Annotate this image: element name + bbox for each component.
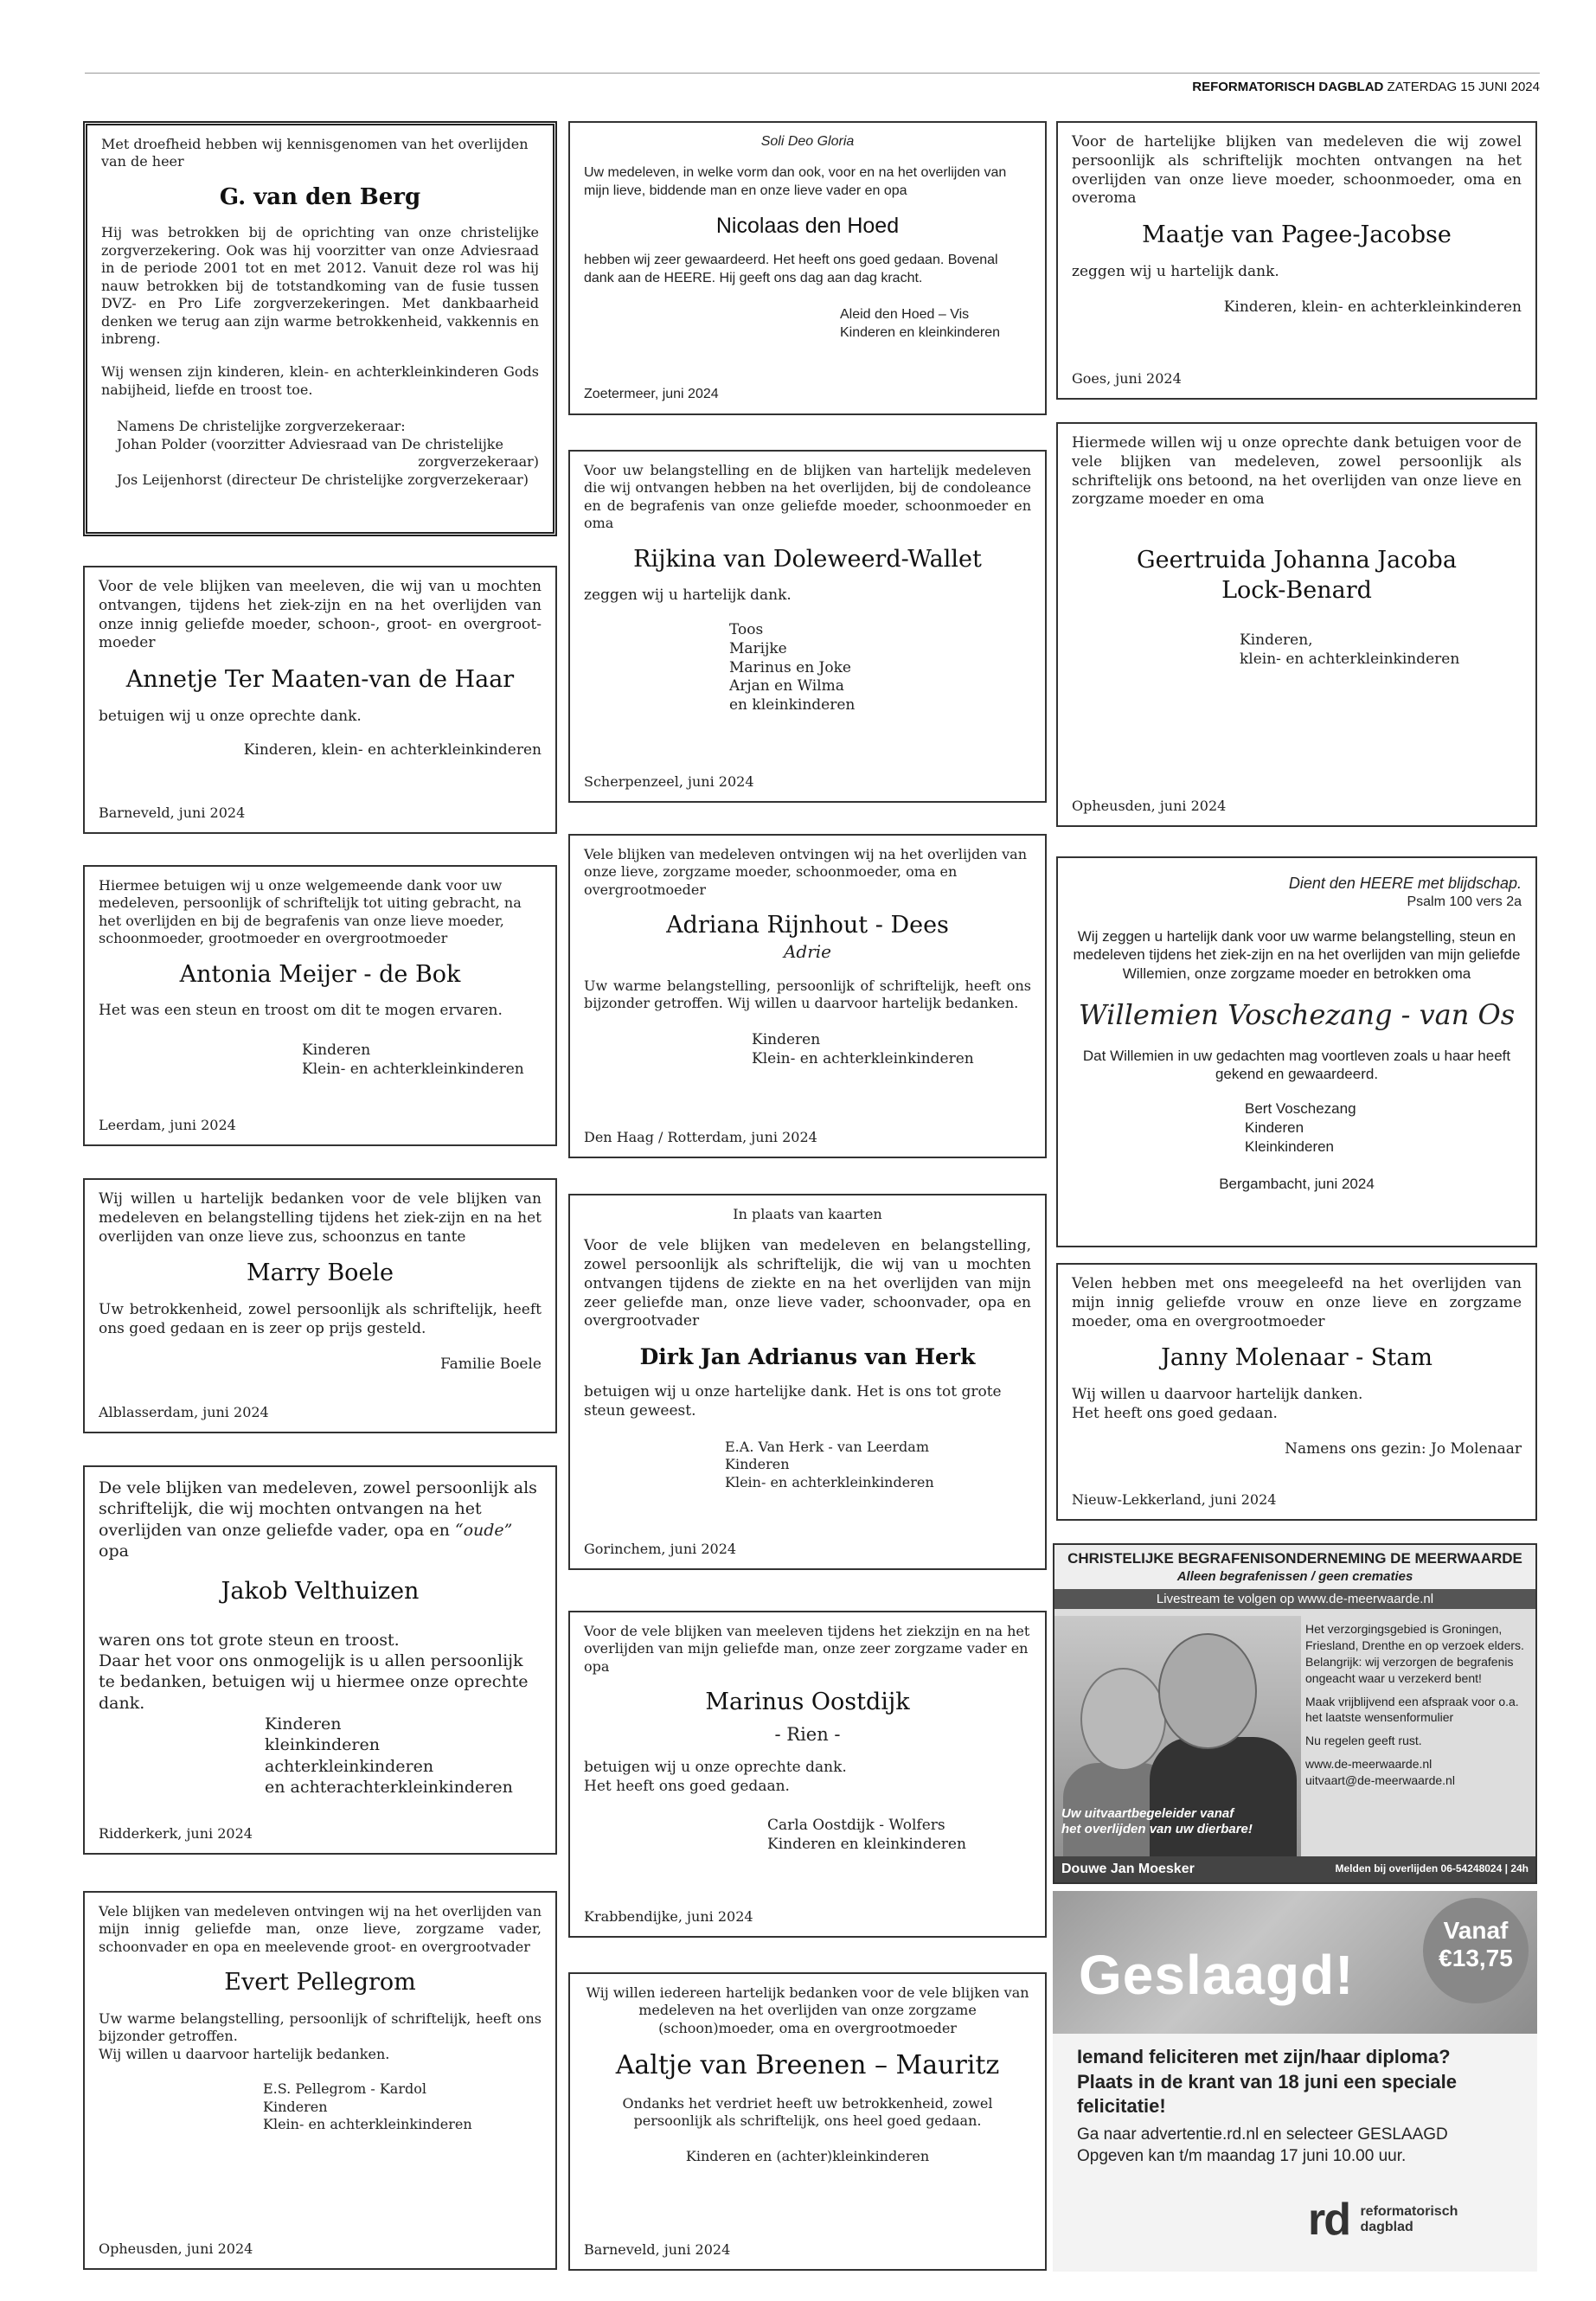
- meerwaarde-phone: Melden bij overlijden 06-54248024 | 24h: [1335, 1862, 1529, 1875]
- ad-intro: Vele blijken van medeleven ontvingen wij na het overlijden van onze lieve, zorgzame moeder, schoonmoeder, oma en overgrootmoeder: [584, 846, 1027, 898]
- ad-sig: Klein- en achterkleinkinderen: [263, 2116, 472, 2133]
- ad-place: Barneveld, juni 2024: [99, 804, 246, 821]
- deceased-name: G. van den Berg: [219, 183, 421, 210]
- deceased-name: Jakob Velthuizen: [221, 1578, 420, 1606]
- ad-sig: Aleid den Hoed – Vis: [840, 307, 970, 323]
- ad-place: Opheusden, juni 2024: [99, 2240, 253, 2257]
- ad-signature: [729, 621, 1031, 715]
- ad-place: Krabbendijke, juni 2024: [584, 1907, 753, 1925]
- ad-boele: [83, 1178, 557, 1433]
- ad-intro: Voor de vele blijken van medeleven en belangstelling, zowel persoonlijk als schriftelijk, die wij van u mochten ontvangen tijdens de ziekte en na het overlijden van mijn zeer geliefde man, onze lieve vader, schoonvader, opa en overgrootvader: [584, 1237, 1031, 1330]
- ad-body: zeggen wij u hartelijk dank.: [584, 586, 792, 605]
- slogan-line: het overlijden van uw dierbare!: [1061, 1822, 1253, 1836]
- ad-body: hebben wij zeer gewaardeerd. Het heeft ons goed gedaan. Bovenal dank aan de HEERE. Hij geeft ons dag aan dag kracht.: [584, 253, 998, 285]
- ad-sig: Familie Boele: [440, 1356, 542, 1374]
- ad-sig: Marijke: [729, 639, 787, 657]
- ad-lock: [1056, 422, 1537, 827]
- geslaagd-sub1: Ga naar advertentie.rd.nl en selecteer GESLAAGD: [1077, 2125, 1448, 2144]
- deceased-name: Nicolaas den Hoed: [715, 214, 900, 239]
- ad-intro: Uw medeleven, in welke vorm dan ook, voor en na het overlijden van mijn lieve, biddende man en onze lieve vader en opa: [584, 165, 1007, 198]
- hours-text: 24h: [1510, 1862, 1529, 1875]
- deceased-name: Maatje van Pagee-Jacobse: [1142, 221, 1452, 248]
- photo-face: [1158, 1633, 1257, 1749]
- ad-sig: achterkleinkinderen: [265, 1756, 434, 1776]
- deceased-name: Evert Pellegrom: [224, 1969, 416, 1997]
- ad-oostdijk: [568, 1611, 1047, 1938]
- ad-body: Het heeft ons goed gedaan.: [1072, 1404, 1278, 1422]
- ad-signature: [265, 1714, 542, 1798]
- ad-body: Wij willen u daarvoor hartelijk bedanken.: [99, 2045, 390, 2062]
- ad-header-note: In plaats van kaarten: [733, 1206, 882, 1222]
- ad-herk: [568, 1194, 1047, 1570]
- ad-motto: Dient den HEERE met blijdschap.: [1288, 875, 1522, 892]
- ad-signature: [1245, 1099, 1522, 1156]
- ad-sig: Klein- en achterkleinkinderen: [725, 1473, 934, 1490]
- ad-sig: Kinderen: [302, 1042, 371, 1060]
- ad-sig: Jos Leijenhorst (directeur De christelijke zorgverzekeraar): [117, 471, 529, 488]
- price-value: €13,75: [1439, 1945, 1513, 1971]
- meerwaarde-web: www.de-meerwaarde.nl: [1305, 1757, 1433, 1772]
- deceased-name: Antonia Meijer - de Bok: [179, 960, 461, 988]
- ad-molenaar: [1056, 1263, 1537, 1521]
- paper-name: REFORMATORISCH DAGBLAD: [1192, 80, 1384, 94]
- ad-place: Gorinchem, juni 2024: [584, 1540, 737, 1557]
- ad-intro: [99, 1477, 542, 1561]
- ad-body: Wij willen u daarvoor hartelijk danken.: [1072, 1385, 1363, 1403]
- ad-hoed: [568, 121, 1047, 415]
- ad-sig: Carla Oostdijk - Wolfers: [767, 1817, 945, 1835]
- meerwaarde-p3: Nu regelen geeft rust.: [1305, 1734, 1422, 1748]
- ad-verse: Psalm 100 vers 2a: [1407, 894, 1522, 910]
- deceased-name: Adriana Rijnhout - Dees: [666, 912, 949, 939]
- ad-place: Leerdam, juni 2024: [99, 1116, 236, 1133]
- ad-wish: Wij wensen zijn kinderen, klein- en achterkleinkinderen Gods nabijheid, liefde en troost toe.: [101, 363, 539, 398]
- ad-sig: Toos: [729, 621, 764, 639]
- deceased-name-line2: Lock-Benard: [1221, 576, 1372, 604]
- deceased-nickname: - Rien -: [774, 1723, 841, 1745]
- ad-sig: Marinus en Joke: [729, 658, 851, 676]
- geslaagd-sub2: Opgeven kan t/m maandag 17 juni 10.00 uur.: [1077, 2146, 1407, 2165]
- ad-intro: Voor de hartelijke blijken van medeleven die wij zowel persoonlijk als schriftelijk mochten ontvangen na het overlijden van onze lieve moeder, schoonmoeder, oma en overoma: [1072, 133, 1522, 208]
- meerwaarde-title: CHRISTELIJKE BEGRAFENISONDERNEMING DE MEERWAARDE: [1054, 1545, 1535, 1567]
- ad-intro: Voor uw belangstelling en de blijken van hartelijk medeleven die wij ontvangen hebben na het overlijden, bij de condoleance en de begrafenis van onze geliefde moeder, schoonmoeder en oma: [584, 462, 1031, 532]
- ad-signature: [263, 2080, 542, 2133]
- rd-logo-mark: rd: [1308, 2195, 1349, 2245]
- ad-sig: Klein- en achterkleinkinderen: [302, 1060, 524, 1078]
- deceased-name: Marry Boele: [246, 1259, 394, 1287]
- ad-body: Het was een steun en troost om dit te mogen ervaren.: [99, 1002, 503, 1020]
- ad-body: Uw warme belangstelling, persoonlijk of schriftelijk, heeft ons bijzonder getroffen. Wij willen u daarvoor hartelijk bedanken.: [584, 977, 1031, 1012]
- deceased-name-line1: Geertruida Johanna Jacoba: [1137, 547, 1457, 574]
- ad-sig: Kinderen: [263, 2098, 328, 2115]
- ad-sig: Klein- en achterkleinkinderen: [752, 1050, 974, 1068]
- logo-line: reformatorisch: [1360, 2203, 1458, 2219]
- meerwaarde-person: Douwe Jan Moesker: [1061, 1862, 1195, 1876]
- top-rule: [85, 73, 1540, 74]
- intro-text: De vele blijken van medeleven, zowel persoonlijk als schriftelijk, die wij mochten ontvangen na het overlijden van onze geliefde vader, opa en: [99, 1478, 537, 1540]
- ad-pagee: [1056, 121, 1537, 400]
- meerwaarde-p1: Het verzorgingsgebied is Groningen, Friesland, Drenthe en op verzoek elders. Belangrijk: wij verzorgen de begrafenis ongeacht waar u verzekerd bent!: [1305, 1622, 1524, 1685]
- deceased-name: Aaltje van Breenen – Mauritz: [615, 2050, 1000, 2081]
- ad-place: Alblasserdam, juni 2024: [99, 1403, 269, 1420]
- ad-sig: klein- en achterkleinkinderen: [1240, 650, 1460, 668]
- ad-sig: Kinderen en kleinkinderen: [767, 1836, 966, 1854]
- ad-sig: en achterachterkleinkinderen: [265, 1777, 513, 1797]
- ad-intro: Vele blijken van medeleven ontvingen wij na het overlijden van mijn innig geliefde man, onze lieve, zorgzame vader, schoonvader en opa en meelevende groot- en overgrootvader: [99, 1903, 542, 1955]
- ad-intro: Wij willen iedereen hartelijk bedanken voor de vele blijken van medeleven na het overlijden van onze zorgzame (schoon)moeder, oma en overgrootmoeder: [586, 1984, 1029, 2036]
- ad-place: Goes, juni 2024: [1072, 369, 1182, 387]
- ad-sig: Bert Voschezang: [1245, 1100, 1356, 1118]
- slogan-line: Uw uitvaartbegeleider vanaf: [1061, 1806, 1234, 1821]
- deceased-name: Willemien Voschezang - van Os: [1078, 997, 1516, 1031]
- ad-sig: Namens De christelijke zorgverzekeraar:: [117, 418, 406, 435]
- rd-logo-text: [1360, 2204, 1458, 2236]
- meerwaarde-livestream: Livestream te volgen op www.de-meerwaarde.nl: [1054, 1589, 1535, 1609]
- ad-intro: Hiermee betuigen wij u onze welgemeende dank voor uw medeleven, persoonlijk of schriftelijk tot uiting gebracht, na het overlijden en bij de begrafenis van onze lieve moeder, schoonmoeder, grootmoeder en overgrootmoeder: [99, 877, 522, 947]
- ad-intro: Velen hebben met ons meegeleefd na het overlijden van mijn innig geliefde vrouw en onze lieve en zorgzame moeder, oma en overgrootmoeder: [1072, 1275, 1522, 1330]
- phone-text: Melden bij overlijden 06-54248024: [1335, 1862, 1503, 1875]
- ad-sig: Kinderen, klein- en achterkleinkinderen: [243, 741, 542, 760]
- ad-intro: Met droefheid hebben wij kennisgenomen van het overlijden van de heer: [101, 136, 529, 170]
- meerwaarde-text: [1305, 1621, 1532, 1789]
- ad-place: Opheusden, juni 2024: [1072, 797, 1227, 814]
- ad-body: zeggen wij u hartelijk dank.: [1072, 262, 1279, 280]
- ad-sig: E.A. Van Herk - van Leerdam: [725, 1438, 929, 1455]
- deceased-name: Janny Molenaar - Stam: [1161, 1344, 1433, 1372]
- ad-sig: Kinderen: [752, 1031, 821, 1049]
- meerwaarde-slogan: [1061, 1806, 1253, 1837]
- ad-motto: Soli Deo Gloria: [760, 134, 855, 149]
- ad-sig: Kinderen: [725, 1456, 790, 1473]
- ad-sig: Kinderen,: [1240, 631, 1313, 650]
- ad-place: Ridderkerk, juni 2024: [99, 1824, 253, 1842]
- rd-logo: [1308, 2194, 1458, 2246]
- ad-sig: Kinderen: [1245, 1118, 1304, 1136]
- ad-body: Daar het voor ons onmogelijk is u allen persoonlijk te bedanken, betuigen wij u hiermee onze oprechte dank.: [99, 1651, 529, 1713]
- ad-body: betuigen wij u onze oprechte dank.: [584, 1758, 847, 1776]
- ad-sig: kleinkinderen: [265, 1735, 380, 1755]
- ad-sig: Namens ons gezin: Jo Molenaar: [1285, 1440, 1522, 1458]
- intro-end: opa: [99, 1541, 129, 1561]
- ad-velthuizen: [83, 1465, 557, 1855]
- ad-doleweerd: [568, 450, 1047, 803]
- ad-body: Ondanks het verdriet heeft uw betrokkenheid, zowel persoonlijk als schriftelijk, ons heel goed gedaan.: [622, 2094, 993, 2130]
- meerwaarde-footer: [1054, 1856, 1535, 1882]
- ad-intro: Wij zeggen u hartelijk dank voor uw warme belangstelling, steun en medeleven tijdens het ziek-zijn en na het overlijden van mijn geliefde Willemien, onze zorgzame moeder en betrokken oma: [1073, 927, 1521, 982]
- ad-body: betuigen wij u onze oprechte dank.: [99, 707, 362, 725]
- issue-date: ZATERDAG 15 JUNI 2024: [1387, 80, 1540, 94]
- ad-geslaagd: [1053, 1891, 1537, 2272]
- ad-meerwaarde: [1053, 1543, 1537, 1884]
- ad-intro: Wij willen u hartelijk bedanken voor de vele blijken van medeleven en belangstelling tijdens het ziek-zijn en na het overlijden van onze lieve zus, schoonzus en tante: [99, 1190, 542, 1246]
- ad-body: Hij was betrokken bij de oprichting van onze christelijke zorgverzekering. Ook was hij voorzitter van onze Adviesraad in de periode 2001 tot en met 2012. Vanuit deze rol was hij nauw betrokken bij de totstandkoming van de fusie tussen DVZ- en Pro Life zorgverzekeringen. Met dankbaarheid denken we terug aan zijn warme betrokkenheid, vakkennis en inbreng.: [101, 224, 539, 348]
- ad-ter-maaten: [83, 566, 557, 834]
- ad-voschezang: [1056, 856, 1537, 1247]
- ad-place: Zoetermeer, juni 2024: [584, 386, 719, 401]
- ad-body: betuigen wij u onze hartelijke dank. Het is ons tot grote steun geweest.: [584, 1383, 1002, 1420]
- ad-place: Nieuw-Lekkerland, juni 2024: [1072, 1490, 1277, 1508]
- meerwaarde-mail: uitvaart@de-meerwaarde.nl: [1305, 1773, 1455, 1788]
- ad-body: Uw warme belangstelling, persoonlijk of schriftelijk, heeft ons bijzonder getroffen.: [99, 2009, 542, 2045]
- meerwaarde-p2: Maak vrijblijvend een afspraak voor o.a. het laatste wensenformulier: [1305, 1694, 1519, 1725]
- deceased-name: Marinus Oostdijk: [705, 1689, 910, 1716]
- price-badge: [1423, 1898, 1529, 2003]
- deceased-name: Annetje Ter Maaten-van de Haar: [125, 666, 515, 693]
- deceased-name: Rijkina van Doleweerd-Wallet: [633, 545, 982, 573]
- ad-signature: [725, 1439, 1031, 1491]
- ad-sig: Kinderen en (achter)kleinkinderen: [685, 2147, 930, 2164]
- ad-intro: Voor de vele blijken van meeleven, die wij van u mochten ontvangen, tijdens het ziek-zijn en na het overlijden van onze innig geliefde moeder, schoon-, groot- en overgrootmoeder: [99, 578, 542, 652]
- page-header: [1192, 80, 1540, 94]
- intro-quote: “oude”: [454, 1520, 513, 1540]
- ad-breenen: [568, 1972, 1047, 2271]
- deceased-nickname: Adrie: [783, 940, 832, 962]
- photo-face: [1080, 1668, 1166, 1771]
- ad-intro: Voor de vele blijken van meeleven tijdens het ziekzijn en na het overlijden van mijn geliefde man, onze zeer zorgzame vader en opa: [584, 1623, 1030, 1675]
- ad-intro: Hiermede willen wij u onze oprechte dank betuigen voor de vele blijken van medeleven, zowel persoonlijk als schriftelijk ons betoond, na het overlijden van onze lieve en zorgzame moeder en oma: [1072, 434, 1522, 509]
- deceased-name: Dirk Jan Adrianus van Herk: [639, 1344, 976, 1370]
- ad-sig: Kinderen en kleinkinderen: [840, 324, 1001, 340]
- ad-sig: Kinderen, klein- en achterkleinkinderen: [1223, 298, 1522, 317]
- geslaagd-title: Geslaagd!: [1079, 1944, 1355, 2006]
- ad-rijnhout: [568, 834, 1047, 1158]
- ad-body: Uw betrokkenheid, zowel persoonlijk als schriftelijk, heeft ons goed gedaan en is zeer op prijs gesteld.: [99, 1300, 542, 1337]
- ad-body: waren ons tot grote steun en troost.: [99, 1630, 400, 1650]
- price-from: Vanaf: [1443, 1917, 1509, 1944]
- ad-place: Den Haag / Rotterdam, juni 2024: [584, 1128, 817, 1145]
- geslaagd-banner: [1053, 1891, 1537, 2034]
- meerwaarde-subtitle: Alleen begrafenissen / geen crematies: [1054, 1567, 1535, 1589]
- ad-berg: [83, 121, 557, 536]
- ad-sig: Johan Polder (voorzitter Adviesraad van De christelijke: [117, 435, 503, 452]
- geslaagd-headline: Iemand feliciteren met zijn/haar diploma? Plaats in de krant van 18 juni een speciale felicitatie!: [1077, 2046, 1457, 2118]
- ad-sig: en kleinkinderen: [729, 696, 856, 715]
- ad-place: Barneveld, juni 2024: [584, 2240, 731, 2258]
- geslaagd-instructions: [1077, 2125, 1509, 2167]
- ad-sig: Kleinkinderen: [1245, 1138, 1335, 1155]
- ad-body: Het heeft ons goed gedaan.: [584, 1777, 790, 1795]
- ad-meijer: [83, 865, 557, 1146]
- ad-sig: zorgverzekeraar): [418, 453, 539, 471]
- ad-sig: E.S. Pellegrom - Kardol: [263, 2080, 426, 2098]
- logo-line: dagblad: [1360, 2220, 1413, 2234]
- ad-body: Dat Willemien in uw gedachten mag voortleven zoals u haar heeft gekend en gewaardeerd.: [1082, 1047, 1511, 1083]
- ad-place: Scherpenzeel, juni 2024: [584, 772, 754, 790]
- ad-sig: Kinderen: [265, 1715, 342, 1734]
- ad-pellegrom: [83, 1891, 557, 2270]
- couple-photo: [1054, 1616, 1301, 1884]
- ad-sig: Arjan en Wilma: [729, 677, 844, 695]
- ad-place: Bergambacht, juni 2024: [1219, 1176, 1375, 1193]
